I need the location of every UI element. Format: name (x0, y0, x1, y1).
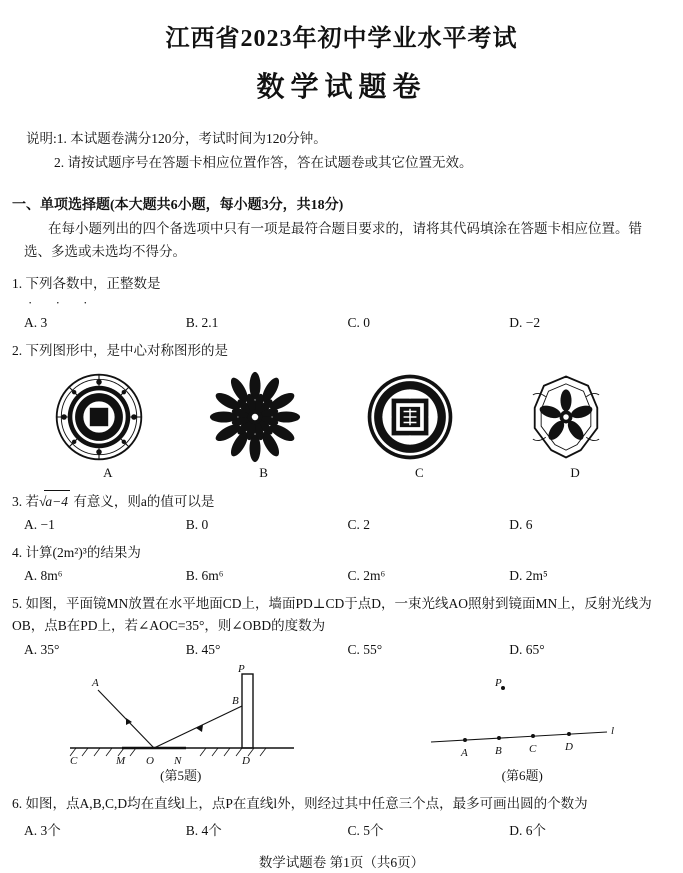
svg-text:B: B (495, 744, 502, 757)
option-b[interactable]: B. 6m⁶ (185, 568, 224, 584)
section-intro: 在每小题列出的四个备选项中只有一项是最符合题目要求的，请将其代码填涂在答题卡相应位置。错选、多选或未选均不得分。 (24, 221, 642, 260)
svg-text:B: B (231, 694, 239, 707)
instruction-line-2: 2. 请按试题序号在答题卡相应位置作答，答在试题卷或其它位置无效。 (54, 154, 473, 170)
question-6-figure (417, 662, 627, 784)
figure-option-a[interactable] (53, 371, 163, 481)
option-d[interactable]: D. 2m⁵ (509, 568, 548, 584)
svg-text:D: D (241, 754, 250, 767)
question-5-stem: 如图，平面镜MN放置在水平地面CD上，墙面PD⊥CD于点D，一束光线AO照射到镜面MN上，反射光线为OB，点B在PD上，若∠AOC=35°，则∠OBD的度数为 (12, 596, 652, 634)
figure-option-b[interactable] (209, 371, 319, 481)
question-5-number: 5. (12, 596, 23, 612)
question-6-number: 6. (12, 795, 23, 811)
question-6-caption: (第6题) (501, 767, 543, 783)
option-b[interactable]: B. 0 (185, 516, 209, 532)
question-3-radicand: a−4 (44, 490, 70, 513)
question-5-options (24, 642, 671, 658)
question-1-stem: 下列各数中，正整数是 (25, 276, 161, 292)
question-2 (12, 340, 671, 362)
page-footer: 数学试题卷 第1页（共6页） (258, 855, 425, 870)
option-a[interactable]: A. −1 (24, 516, 55, 532)
option-c[interactable]: C. 2m⁶ (347, 568, 386, 584)
option-c[interactable]: C. 5个 (347, 822, 384, 838)
points-on-line-diagram (417, 662, 627, 767)
question-2-stem: 下列图形中，是中心对称图形的是 (25, 343, 228, 359)
svg-text:l: l (611, 724, 615, 737)
question-1-emphasis-dots: · · · (28, 295, 98, 311)
svg-text:O: O (145, 754, 154, 767)
svg-text:M: M (115, 754, 125, 767)
option-a[interactable]: A. 3个 (24, 822, 61, 838)
radical-sign: √ (39, 493, 47, 509)
question-4 (12, 542, 671, 564)
figure-label-b: B (259, 464, 268, 480)
option-b[interactable]: B. 2.1 (185, 315, 219, 331)
option-d[interactable]: D. −2 (509, 315, 541, 331)
mirror-reflection-diagram (56, 662, 306, 767)
question-5-figure (56, 662, 306, 784)
option-a[interactable]: A. 3 (24, 315, 48, 331)
question-3 (12, 490, 671, 513)
option-b[interactable]: B. 4个 (185, 822, 222, 838)
svg-text:N: N (173, 754, 182, 767)
question-4-options (24, 568, 671, 584)
question-2-number: 2. (12, 343, 23, 359)
question-1-number: 1. (12, 276, 23, 292)
question-6-options (24, 819, 671, 839)
question-4-stem: 计算(2m²)³的结果为 (25, 544, 141, 560)
rosette-pattern-icon (53, 371, 145, 463)
page-title: 江西省2023年初中学业水平考试 (165, 26, 518, 52)
question-3-options (24, 517, 671, 533)
option-a[interactable]: A. 35° (24, 641, 60, 657)
question-4-number: 4. (12, 544, 23, 560)
option-d[interactable]: D. 6个 (509, 822, 546, 838)
option-c[interactable]: C. 0 (347, 315, 371, 331)
svg-text:A: A (91, 676, 99, 689)
section-heading: 一、单项选择题(本大题共6小题，每小题3分，共18分) (12, 198, 344, 214)
option-d[interactable]: D. 6 (509, 516, 533, 532)
flower-burst-icon (209, 371, 301, 463)
svg-text:P: P (237, 662, 245, 675)
option-a[interactable]: A. 8m⁶ (24, 568, 63, 584)
figure-label-d: D (570, 464, 580, 480)
question-5-caption: (第5题) (160, 767, 202, 783)
question-1 (12, 273, 671, 295)
circular-seal-icon (364, 371, 456, 463)
instructions (26, 127, 657, 174)
option-c[interactable]: C. 2 (347, 516, 371, 532)
question-1-options (24, 315, 671, 331)
question-3-number: 3. (12, 493, 23, 509)
figure-option-c[interactable] (364, 371, 474, 481)
page-subtitle: 数学试题卷 (256, 72, 427, 103)
svg-text:A: A (461, 746, 468, 759)
instruction-line-1: 说明:1. 本试题卷满分120分，考试时间为120分钟。 (26, 131, 327, 146)
figure-label-c: C (415, 464, 424, 480)
figure-label-a: A (103, 464, 113, 480)
figure-option-d[interactable] (520, 371, 630, 481)
svg-text:C: C (529, 742, 537, 755)
exam-page (0, 18, 683, 873)
option-b[interactable]: B. 45° (185, 641, 221, 657)
question-3-stem-post: 有意义，则a的值可以是 (73, 493, 215, 509)
question-2-figures (30, 371, 653, 481)
svg-text:P: P (495, 676, 502, 689)
svg-text:D: D (565, 740, 574, 753)
option-d[interactable]: D. 65° (509, 641, 545, 657)
question-6 (12, 793, 671, 815)
question-6-stem: 如图，点A,B,C,D均在直线l上，点P在直线l外，则经过其中任意三个点，最多可画出圆的个数为 (25, 795, 588, 811)
question-5-6-figures (0, 662, 683, 784)
question-5 (12, 593, 671, 638)
option-c[interactable]: C. 55° (347, 641, 383, 657)
floral-medallion-icon (520, 371, 612, 463)
question-3-stem-pre: 若 (25, 493, 39, 509)
svg-text:C: C (69, 754, 78, 767)
